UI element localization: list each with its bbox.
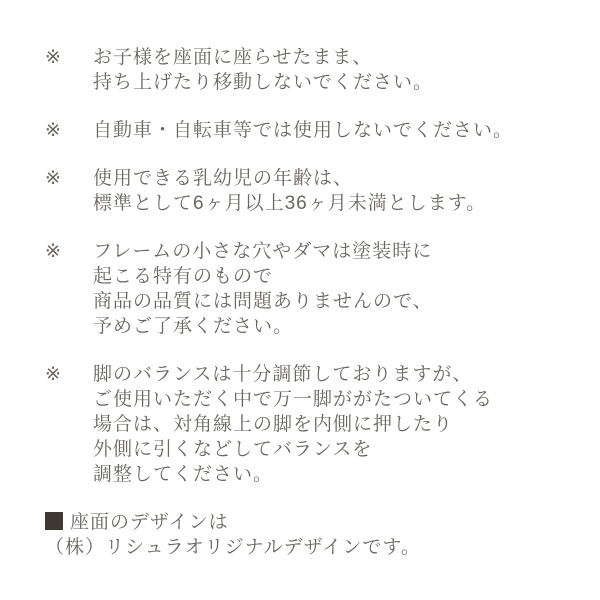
design-note-line: （株）リシュラオリジナルデザインです。	[45, 537, 421, 558]
notice-item-2	[45, 118, 572, 143]
design-note	[45, 510, 572, 560]
notice-text	[93, 362, 572, 487]
notice-text-line: 自動車・自転車等では使用しないでください。	[93, 120, 514, 141]
reference-mark-icon: ※	[45, 120, 62, 141]
notice-item-3	[45, 166, 572, 216]
notice-text-line: お子様を座面に座らせたまま、	[93, 47, 373, 68]
notice-text	[93, 118, 572, 143]
notice-text-line: ご使用いただく中で万一脚ががたついてくる	[93, 389, 494, 410]
notice-text	[93, 45, 572, 95]
notice-text-line: 商品の品質には問題ありませんので、	[93, 291, 433, 312]
notice-text-line: 脚のバランスは十分調節しておりますが、	[93, 364, 473, 385]
notice-text	[93, 166, 572, 216]
notice-text-line: 起こる特有のもので	[93, 266, 274, 287]
notice-text-line: 使用できる乳幼児の年齢は、	[93, 168, 354, 189]
design-note-text: 座面のデザインは	[70, 512, 229, 533]
design-note-line	[45, 510, 572, 535]
notice-text	[93, 239, 572, 339]
notice-text-line: 持ち上げたり移動しないでください。	[93, 72, 434, 93]
reference-mark-icon: ※	[45, 364, 62, 385]
notice-text-line: 外側に引くなどしてバランスを	[93, 439, 373, 460]
reference-mark-icon: ※	[45, 168, 62, 189]
notice-text-line: 予めご了承ください。	[93, 316, 294, 337]
notice-text-line: フレームの小さな穴やダマは塗装時に	[93, 241, 433, 262]
notice-text-line: 調整してください。	[93, 464, 274, 485]
reference-mark-icon: ※	[45, 241, 62, 262]
reference-mark-icon: ※	[45, 47, 62, 68]
notice-text-line: 標準として6ヶ月以上36ヶ月未満とします。	[93, 193, 487, 214]
notice-item-5	[45, 362, 572, 487]
notice-text-line: 場合は、対角線上の脚を内側に押したり	[93, 414, 454, 435]
notice-item-4	[45, 239, 572, 339]
notice-item-1	[45, 45, 572, 95]
square-bullet-icon	[45, 512, 63, 530]
